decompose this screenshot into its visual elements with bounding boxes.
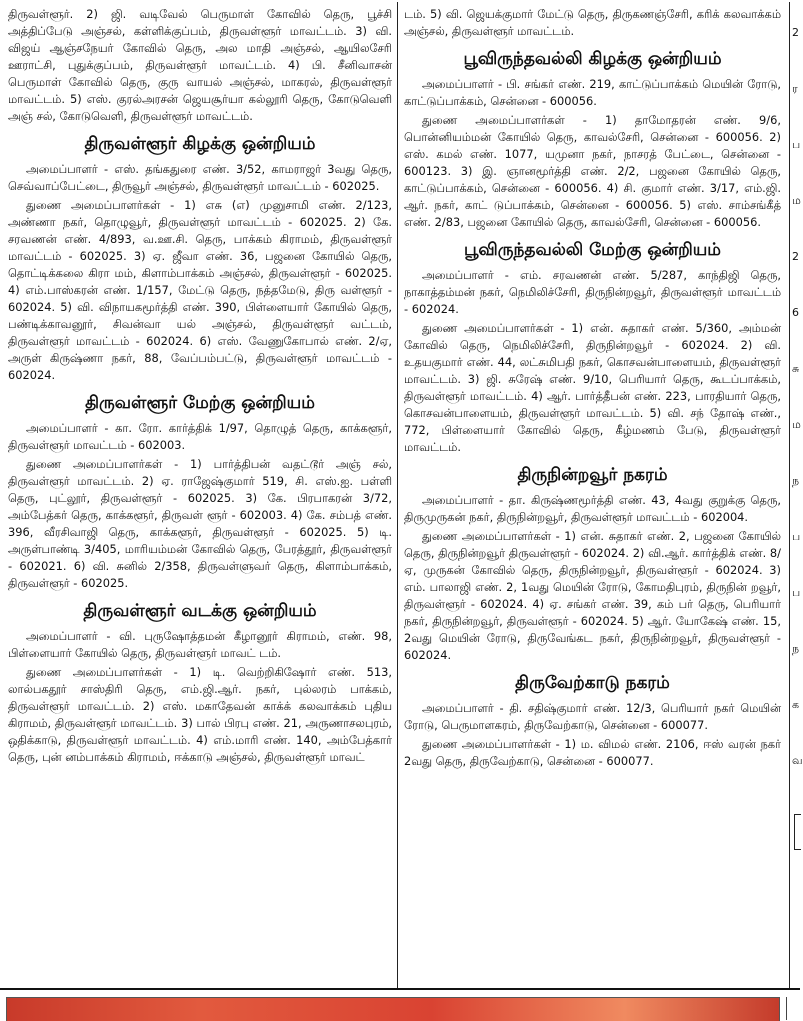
edge-glyph: ம [792, 418, 801, 431]
edge-glyph: ந [792, 642, 800, 655]
section-heading-tiruvallur-north: திருவள்ளூர் வடக்கு ஒன்றியம் [83, 601, 317, 621]
paragraph: துணை அமைப்பாளர்கள் - 1) என். சுதாகர் எண். 5/360, அம்மன் கோவில் தெரு, நெமிலிச்சேரி, திருநின்றவூர் - 602024. 2) வி. உதயகுமார் எண். 44, லட்சுமிபதி நகர், கொசவன்பாளையம், திருவள்ளூர் மாவட்டம். 3) ஜி. சுரேஷ் எண். 9/10, பெரியார் தெரு, கூடப்பாக்கம், திருவள்ளூர் மாவட்டம். 4) ஆர். பார்த்தீபன் எண். 223, பாரதியார் தெரு, கொசவன்பாளையம், திருவள்ளூர் மாவட்டம். 5) வி. சந் தோஷ் எண்., 772, பிள்ளையார் கோவில் தெரு, கீழ்மணம் பேடு, திருவள்ளூர் மாவட்டம். [404, 321, 781, 454]
paragraph: அமைப்பாளர் - எம். சரவணன் எண். 5/287, காந்திஜி தெரு, நாகாத்தம்மன் நகர், நெமிலிச்சேரி, திருநின்றவூர், திருவள்ளூர் மாவட்டம் - 602024. [404, 268, 781, 316]
paragraph: அமைப்பாளர் - கா. ரோ. கார்த்திக் 1/97, தொழுத் தெரு, காக்களூர், திருவள்ளூர் மாவட்டம் - 602003. [8, 421, 392, 452]
paragraph: டம். 5) வி. ஜெயக்குமார் மேட்டு தெரு, திருகணஞ்சேரி, கரிக் கலவாக்கம் அஞ்சல், திருவள்ளூர் மாவட்டம். [404, 7, 781, 38]
section-heading-poonamallee-east: பூவிருந்தவல்லி கிழக்கு ஒன்றியம் [463, 49, 722, 69]
edge-glyph: க [792, 698, 800, 711]
edge-glyph: 2 [792, 26, 799, 39]
right-column [404, 6, 781, 988]
edge-glyph: 6 [792, 306, 799, 319]
paragraph: அமைப்பாளர் - எஸ். தங்கதுரை எண். 3/52, காமராஜர் 3வது தெரு, செவ்வாப்பேட்டை, திருவூர் அஞ்சல், திருவள்ளூர் மாவட்டம் - 602025. [8, 162, 392, 193]
edge-glyph: ப [792, 138, 801, 151]
paragraph: துணை அமைப்பாளர்கள் - 1) என். சுதாகர் எண். 2, பஜனை கோயில் தெரு, திருநின்றவூர் திருவள்ளூர் - 602024. 2) வி.ஆர். கார்த்திக் எண். 8/ஏ, முருகன் கோவில் தெரு, திருநின்றவூர், திருவள்ளூர் - 602024. 3) எம். பாலாஜி எண். 2, 1வது மெயின் ரோடு, கோமதிபுரம், திருநின் றவூர், திருவள்ளூர் - 602024. 4) ஏ. சங்கர் எண். 39, கம் பர் தெரு, பெரியார் நகர், திருநின்றவூர், திருவள்ளூர் - 602024. 5) ஆர். யோகேஷ் எண். 15, 2வது மெயின் ரோடு, திருவேங்கட நகர், திருநின்றவூர், திருவள்ளூர் - 602024. [404, 529, 781, 662]
edge-glyph: வ [792, 754, 803, 767]
section-heading-poonamallee-west: பூவிருந்தவல்லி மேற்கு ஒன்றியம் [464, 240, 721, 260]
paragraph: துணை அமைப்பாளர்கள் - 1) ம. விமல் எண். 2106, ஈஸ் வரன் நகர் 2வது தெரு, திருவேற்காடு, சென்னை - 600077. [404, 737, 781, 768]
edge-glyph: ம [792, 194, 801, 207]
section-heading-tiruvallur-west: திருவள்ளூர் மேற்கு ஒன்றியம் [85, 393, 315, 413]
section-heading-tiruvallur-east: திருவள்ளூர் கிழக்கு ஒன்றியம் [84, 134, 316, 154]
edge-glyph: சு [792, 362, 800, 375]
paragraph: அமைப்பாளர் - தா. கிருஷ்ணமூர்த்தி எண். 43, 4வது குறுக்கு தெரு, திருமுருகன் நகர், திருநின்றவூர், திருவள்ளூர் மாவட்டம் - 602004. [404, 493, 781, 524]
section-heading-thirunindravur: திருநின்றவூர் நகரம் [517, 465, 668, 485]
section-heading-thiruverkadu: திருவேற்காடு நகரம் [515, 673, 670, 693]
paragraph: துணை அமைப்பாளர்கள் - 1) பார்த்திபன் வதட்டூர் அஞ் சல், திருவள்ளூர் மாவட்டம். 2) ஏ. ராஜேஷ்குமார் 519, சி. எஸ்.ஐ. பள்ளி தெரு, புட்லூர், திருவள்ளூர் - 602025. 3) கே. பிரபாகரன் 3/72, அம்பேத்கர் தெரு, காக்களூர், திருவள் ளூர் - 602003. 4) கே. சம்பத் எண். 396, வீரசிவாஜி தெரு, காக்களூர், திருவள்ளூர் - 602025. 5) டி. அருள்பாண்டி 3/405, மாரியம்மன் கோவில் தெரு, பேரத்தூர், திருவள்ளூர் - 602021. 6) வி. சுனில் 2/358, திருவள்ளுவர் தெரு, கிளாம்பாக்கம், திருவள்ளூர் - 602025. [8, 457, 392, 590]
paragraph: அமைப்பாளர் - தி. சதிஷ்குமார் எண். 12/3, பெரியார் நகர் மெயின் ரோடு, பெருமாளகரம், திருவேற்காடு, சென்னை - 600077. [404, 701, 781, 732]
edge-glyph: 2 [792, 250, 799, 263]
left-column [8, 6, 392, 988]
paragraph: அமைப்பாளர் - வி. புருஷோத்தமன் கீழானூர் கிராமம், எண். 98, பிள்ளையார் கோயில் தெரு, திருவள்ளூர் மாவட் டம். [8, 629, 392, 660]
paragraph: துணை அமைப்பாளர்கள் - 1) எசு (எ) முனுசாமி எண். 2/123, அண்ணா நகர், தொழுவூர், திருவள்ளூர் மாவட்டம் - 602025. 2) கே. சரவணன் எண். 4/893, வ.ஊ.சி. தெரு, பாக்கம் கிராமம், திருவள்ளூர் மாவட்டம் - 602025. 3) ஏ. ஜீவா எண். 36, பஜனை கோயில் தெரு, தொட்டிக்கலை கிரா மம், கிளாம்பாக்கம் அஞ்சல், திருவள்ளூர் - 602025. 4) எம்.பாஸ்கரன் எண். 1/157, மேட்டு தெரு, நத்தமேடு, திரு வள்ளூர் - 602024. 5) வி. விநாயகமூர்த்தி எண். 390, பிள்ளையார் கோயில் தெரு, பண்டிக்காவனூர், சிவன்வா யல் அஞ்சல், திருவள்ளூர் வட்டம், திருவள்ளூர் மாவட்டம் - 602024. 6) எஸ். வேணுகோபால் எண். 2/ஏ, அருள் கிருஷ்ணா நகர், 88, வேப்பம்பட்டு, திருவள்ளூர் மாவட்டம் - 602024. [8, 198, 392, 382]
paragraph: துணை அமைப்பாளர்கள் - 1) டி. வெற்றிகிஷோர் எண். 513, லால்பகதூர் சாஸ்திரி தெரு, எம்.ஜி.ஆர். நகர், புல்லரம் பாக்கம், திருவள்ளூர் மாவட்டம். 2) எஸ். மகாதேவன் காக்க் கலவாக்கம் புதிய கிராமம், திருவள்ளூர் மாவட்டம். 3) பால் பிரபு எண். 21, அருணாசலபுரம், ஒதிக்காடு, திருவள்ளூர் மாவட்டம். 4) எம்.மாரி எண். 140, அம்பேத்கார் தெரு, புன் னம்பாக்கம் கிராமம், ஈக்காடு அஞ்சல், திருவள்ளூர் மாவட் [8, 665, 392, 764]
edge-glyph: ப [792, 586, 801, 599]
paragraph: துணை அமைப்பாளர்கள் - 1) தாமோதரன் எண். 9/6, பொன்னியம்மன் கோயில் தெரு, காவல்சேரி, சென்னை - 600056. 2) எஸ். கமல் எண். 1077, யமுனா நகர், நாசரத் பேட்டை, சென்னை - 600123. 3) இ. ஞானமூர்த்தி எண். 2/2, பஜனை கோயில் தெரு, காட்டுப்பாக்கம், சென்னை - 600056. 4) சி. குமார் எண். 3/17, எம்.ஜி. ஆர். நகர், காட் டுப்பாக்கம், சென்னை - 600056. 5) எஸ். சாம்சங்கீத் எண். 2/83, பஜனை கோயில் தெரு, காவல்சேரி, சென்னை - 600056. [404, 113, 781, 229]
paragraph: திருவள்ளூர். 2) ஜி. வடிவேல் பெருமாள் கோவில் தெரு, பூச்சி அத்திப்பேடு அஞ்சல், கள்ளிக்குப்பம், திருவள்ளூர் மாவட்டம். 3) வி. விஜய் ஆஞ்சநேயர் கோவில் தெரு, அல மாதி அஞ்சல், ஆயிலசேரி ஊராட்சி, புதுக்குப்பம், திருவள்ளூர் மாவட்டம். 4) பி. சீனிவாசன் பெருமாள் கோவில் தெரு, குரு வாயல் அஞ்சல், மாகரல், திருவள்ளூர் மாவட்டம். 5) எஸ். குரல்அரசன் ஜெயசூர்யா கல்லூரி தெரு, கோடுவெளி அஞ் சல், கோடுவெளி, திருவள்ளூர் மாவட்டம். [8, 7, 392, 123]
bottom-strip [0, 988, 800, 1020]
right-edge-divider [789, 2, 790, 988]
paragraph: அமைப்பாளர் - பி. சங்கர் எண். 219, காட்டுப்பாக்கம் மெயின் ரோடு, காட்டுப்பாக்கம், சென்னை - 600056. [404, 77, 781, 108]
edge-glyph: ப [792, 530, 801, 543]
column-divider [397, 2, 398, 988]
edge-glyph: ர [792, 82, 798, 95]
cropped-box [794, 814, 801, 850]
edge-glyph: ந [792, 474, 800, 487]
cropped-photo-edge [786, 997, 801, 1020]
advertisement-photo [6, 997, 780, 1021]
